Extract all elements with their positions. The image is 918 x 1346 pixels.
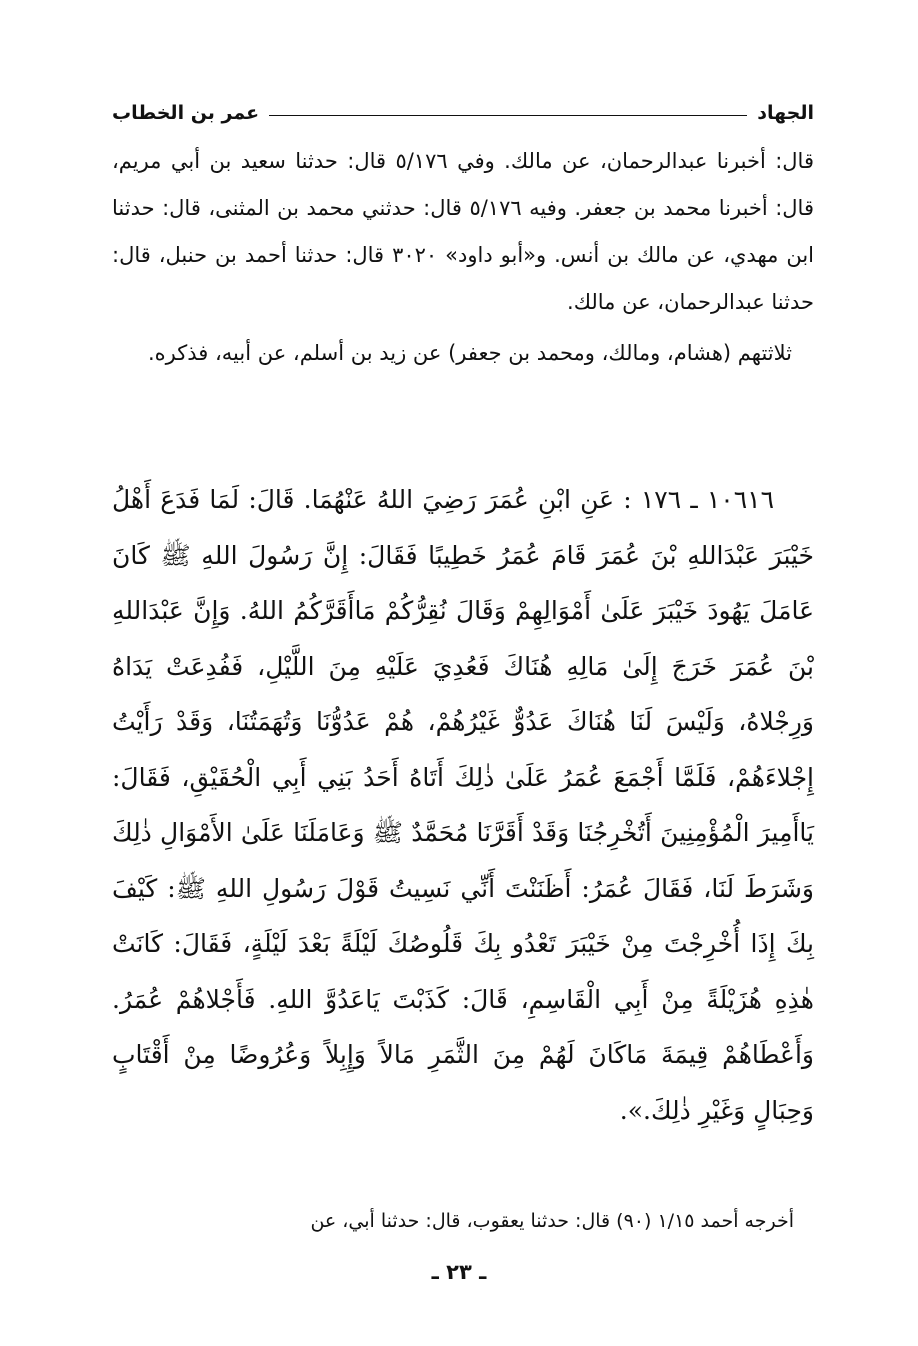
hadith-paragraph: ١٠٦١٦ ـ ١٧٦ : عَنِ ابْنِ عُمَرَ رَضِيَ اللهُ عَنْهُمَا. قَالَ: لَمَا فَدَعَ أَهْلُ خَيْبَرَ عَبْدَاللهِ بْنَ عُمَرَ قَامَ عُمَرُ خَطِيبًا فَقَالَ: إِنَّ رَسُولَ اللهِ ﷺ كَانَ عَامَلَ يَهُودَ خَيْبَرَ عَلَىٰ أَمْوَالِهِمْ وَقَالَ نُقِرُّكُمْ مَاأَقَرَّكُمُ اللهُ. وَإِنَّ عَبْدَاللهِ بْنَ عُمَرَ خَرَجَ إِلَىٰ مَالِهِ هُنَاكَ فَعُدِيَ عَلَيْهِ مِنَ اللَّيْلِ، فَفُدِعَتْ يَدَاهُ وَرِجْلاهُ، وَلَيْسَ لَنَا هُنَاكَ عَدُوٌّ غَيْرُهُمْ، هُمْ عَدُوُّنَا وَتُهَمَتُنَا، وَقَدْ رَأَيْتُ إِجْلاءَهُمْ، فَلَمَّا أَجْمَعَ عُمَرُ عَلَىٰ ذٰلِكَ أَتَاهُ أَحَدُ بَنِي أَبِي الْحُقَيْقِ، فَقَالَ: يَاأَمِيرَ الْمُؤْمِنِينَ أَتُخْرِجُنَا وَقَدْ أَقَرَّنَا مُحَمَّدٌ ﷺ وَعَامَلَنَا عَلَىٰ الأَمْوَالِ ذٰلِكَ وَشَرَطَ لَنَا، فَقَالَ عُمَرُ: أَظَنَنْتَ أَنِّي نَسِيتُ قَوْلَ رَسُولِ اللهِ ﷺ: كَيْفَ بِكَ إِذَا أُخْرِجْتَ مِنْ خَيْبَرَ تَعْدُو بِكَ قَلُوصُكَ لَيْلَةً بَعْدَ لَيْلَةٍ، فَقَالَ: كَانَتْ هٰذِهِ هُزَيْلَةً مِنْ أَبِي الْقَاسِمِ، قَالَ: كَذَبْتَ يَاعَدُوَّ اللهِ. فَأَجْلاهُمْ عُمَرُ. وَأَعْطَاهُمْ قِيمَةَ مَاكَانَ لَهُمْ مِنَ الثَّمَرِ مَالاً وَإِبِلاً وَعُرُوضًا مِنْ أَقْتَابٍ وَحِبَالٍ وَغَيْرِ ذٰلِكَ.».: [112, 485, 814, 1125]
page-number: ـ ٢٣ ـ: [431, 1260, 487, 1284]
citation-paragraph: قال: أخبرنا عبدالرحمان، عن مالك. وفي ٥/١٧٦ قال: حدثنا سعيد بن أبي مريم، قال: أخبرنا محمد بن جعفر. وفيه ٥/١٧٦ قال: حدثني محمد بن المثنى، قال: حدثنا ابن مهدي، عن مالك بن أنس. و«أبو داود» ٣٠٢٠ قال: حدثنا أحمد بن حنبل، قال: حدثنا عبدالرحمان، عن مالك.: [112, 149, 814, 314]
header-rule: [269, 115, 747, 116]
continued-citation: [112, 138, 814, 377]
hadith-text: [112, 472, 814, 1138]
footnote: [112, 1204, 814, 1238]
running-header: [112, 84, 814, 124]
header-chapter-title: الجهاد: [757, 102, 814, 124]
citation-summary-paragraph: ثلاثتهم (هشام، ومالك، ومحمد بن جعفر) عن زيد بن أسلم، عن أبيه، فذكره.: [148, 341, 792, 365]
header-section-title: عمر بن الخطاب: [112, 102, 260, 124]
footnote-text: أخرجه أحمد ١/١٥ (٩٠) قال: حدثنا يعقوب، قال: حدثنا أبي، عن: [310, 1210, 794, 1232]
